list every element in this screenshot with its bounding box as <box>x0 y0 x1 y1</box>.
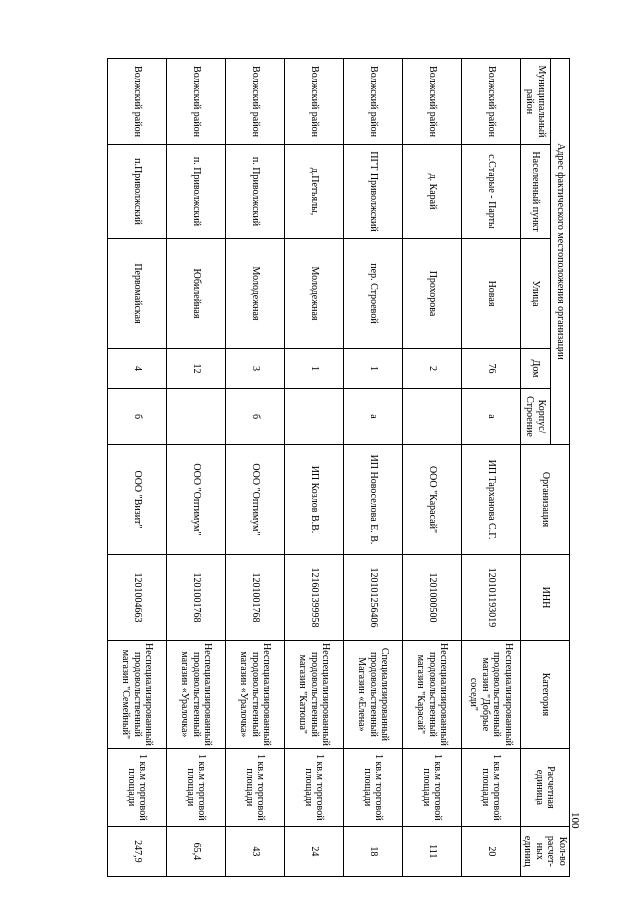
cell-unit: 1 кв.м торговой площади <box>226 748 285 826</box>
cell-unit: 1 кв.м торговой площади <box>462 748 521 826</box>
header-category: Категория <box>521 641 570 749</box>
cell-house: 1 <box>285 349 344 389</box>
cell-house: 76 <box>462 349 521 389</box>
cell-inn: 120101193019 <box>462 555 521 641</box>
table-row <box>462 59 521 877</box>
table-row <box>285 59 344 877</box>
cell-inn: 1201004663 <box>108 555 167 641</box>
cell-inn: 120101256406 <box>344 555 403 641</box>
cell-category: Неспециализированный продовольственный магазин «Уралочка» <box>226 641 285 749</box>
cell-district: Волжский район <box>285 59 344 145</box>
cell-inn: 1201000500 <box>403 555 462 641</box>
cell-organization: ООО "Карасай" <box>403 445 462 555</box>
cell-unit: 1 кв.м торговой площади <box>285 748 344 826</box>
cell-street: Молодежная <box>226 239 285 349</box>
organizations-table <box>107 58 570 877</box>
cell-building: а <box>344 389 403 445</box>
cell-organization: ИП Козлов В.В. <box>285 445 344 555</box>
cell-organization: ООО "Оптимум" <box>167 445 226 555</box>
header-settlement: Населенный пункт <box>521 145 551 239</box>
cell-settlement: с.Старые - Парты <box>462 145 521 239</box>
cell-count: 24 <box>285 826 344 876</box>
cell-house: 3 <box>226 349 285 389</box>
cell-category: Неспециализированный продовольственный магазин "Катюша" <box>285 641 344 749</box>
cell-count: 111 <box>403 826 462 876</box>
cell-category: Неспециализированный продовольственный магазин «Уралочка» <box>167 641 226 749</box>
cell-unit: 1 кв.м торговой площади <box>167 748 226 826</box>
cell-count: 247,9 <box>108 826 167 876</box>
cell-category: Специализированный продовольственный Магазин «Елена» <box>344 641 403 749</box>
cell-house: 4 <box>108 349 167 389</box>
table-row <box>108 59 167 877</box>
cell-unit: 1 кв.м торговой площади <box>403 748 462 826</box>
table-row <box>344 59 403 877</box>
cell-street: Новая <box>462 239 521 349</box>
cell-building: а <box>462 389 521 445</box>
cell-inn: 1201001768 <box>167 555 226 641</box>
cell-organization: ИП Новоселова Е. В. <box>344 445 403 555</box>
cell-district: Волжский район <box>344 59 403 145</box>
table-row <box>167 59 226 877</box>
cell-settlement: д.Петъялы, <box>285 145 344 239</box>
cell-building: б <box>108 389 167 445</box>
cell-district: Волжский район <box>403 59 462 145</box>
header-building: Корпус/ Строение <box>521 389 551 445</box>
cell-settlement: п.Приволжский <box>108 145 167 239</box>
cell-district: Волжский район <box>167 59 226 145</box>
cell-organization: ИП Тарханова С.Г. <box>462 445 521 555</box>
cell-building <box>167 389 226 445</box>
cell-inn: 121601399958 <box>285 555 344 641</box>
cell-organization: ООО "Визит" <box>108 445 167 555</box>
cell-count: 18 <box>344 826 403 876</box>
header-district: Муниципальный район <box>521 59 551 145</box>
cell-organization: ООО "Оптимум" <box>226 445 285 555</box>
cell-count: 20 <box>462 826 521 876</box>
cell-building <box>285 389 344 445</box>
header-inn: ИНН <box>521 555 570 641</box>
cell-district: Волжский район <box>462 59 521 145</box>
cell-category: Неспециализированный продовольственный магазин "Карасай" <box>403 641 462 749</box>
table-row <box>226 59 285 877</box>
cell-street: Первомайская <box>108 239 167 349</box>
cell-settlement: д. Карай <box>403 145 462 239</box>
cell-street: Юбилейная <box>167 239 226 349</box>
cell-street: Прохорова <box>403 239 462 349</box>
cell-house: 2 <box>403 349 462 389</box>
cell-street: Молодежная <box>285 239 344 349</box>
cell-settlement: п. Приволжский <box>226 145 285 239</box>
cell-inn: 1201001768 <box>226 555 285 641</box>
page-number: 100 <box>569 812 581 829</box>
cell-category: Неспециализированный продовольственный магазин "Добрые соседи" <box>462 641 521 749</box>
header-street: Улица <box>521 239 551 349</box>
cell-district: Волжский район <box>108 59 167 145</box>
cell-house: 12 <box>167 349 226 389</box>
cell-street: пер. Строевой <box>344 239 403 349</box>
cell-unit: 1 кв.м торговой площади <box>344 748 403 826</box>
cell-count: 65,4 <box>167 826 226 876</box>
header-house: Дом <box>521 349 551 389</box>
cell-building <box>403 389 462 445</box>
cell-settlement: п. Приволжский <box>167 145 226 239</box>
table-row <box>403 59 462 877</box>
cell-district: Волжский район <box>226 59 285 145</box>
cell-settlement: ПГТ Приволжский <box>344 145 403 239</box>
cell-unit: 1 кв.м торговой площади <box>108 748 167 826</box>
address-group-header: Адрес фактического местоположения организации <box>550 59 569 445</box>
cell-count: 43 <box>226 826 285 876</box>
header-unit: Расчетная единица <box>521 748 570 826</box>
cell-building: б <box>226 389 285 445</box>
header-organization: Организация <box>521 445 570 555</box>
cell-category: Неспециализированный продовольственный магазин "Семейный" <box>108 641 167 749</box>
cell-house: 1 <box>344 349 403 389</box>
header-count: Кол-во расчет-ных единиц <box>521 826 570 876</box>
